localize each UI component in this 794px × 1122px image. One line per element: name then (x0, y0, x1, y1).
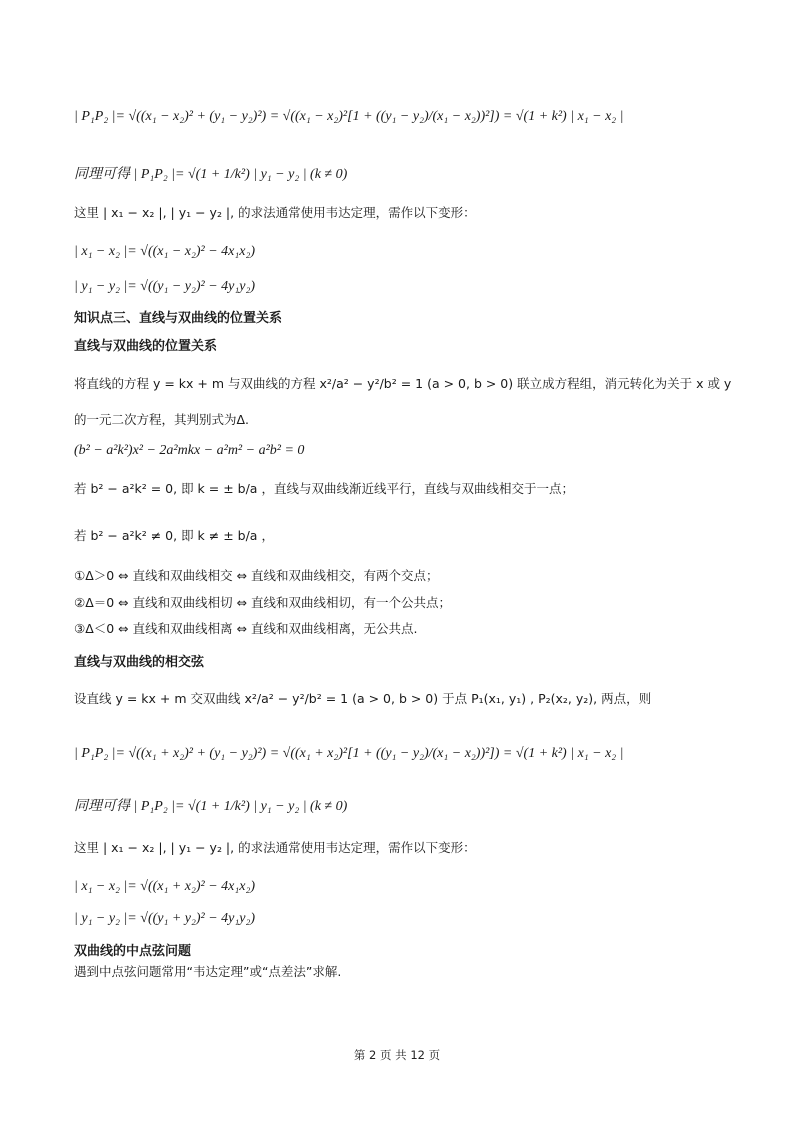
case-separate: ③Δ＜0 ⇔ 直线和双曲线相离 ⇔ 直线和双曲线相离，无公共点. (74, 621, 418, 636)
chord-length-formula-y-2: 同理可得 | P₁P₂ |= √(1 + 1/k²) | y₁ − y₂ | (k ≠ 0) (74, 799, 348, 814)
vieta-note: 这里 | x₁ − x₂ |, | y₁ − y₂ |, 的求法通常使用韦达定理，需作以下变形： (74, 205, 476, 220)
section-heading-3: 知识点三、直线与双曲线的位置关系 (74, 311, 283, 326)
chord-length-formula-y: 同理可得 | P₁P₂ |= √(1 + 1/k²) | y₁ − y₂ | (k ≠ 0) (74, 167, 348, 182)
chord-length-formula-x-2: | P₁P₂ |= √((x₁ + x₂)² + (y₁ − y₂)²) = √((x₁ + x₂)²[1 + ((y₁ − y₂)/(x₁ − x₂))²]) = √(1 + k²) | x₁ − x₂ | (74, 746, 624, 761)
case-tangent: ②Δ＝0 ⇔ 直线和双曲线相切 ⇔ 直线和双曲线相切，有一个公共点； (74, 595, 452, 610)
case-nonzero-coefficient: 若 b² − a²k² ≠ 0, 即 k ≠ ± b/a ， (74, 528, 274, 543)
y-diff-formula-2: | y₁ − y₂ |= √((y₁ + y₂)² − 4y₁y₂) (74, 911, 256, 926)
vieta-note-2: 这里 | x₁ − x₂ |, | y₁ − y₂ |, 的求法通常使用韦达定理，需作以下变形： (74, 840, 476, 855)
x-diff-formula: | x₁ − x₂ |= √((x₁ − x₂)² − 4x₁x₂) (74, 244, 256, 259)
subheading-midpoint-chord: 双曲线的中点弦问题 (74, 944, 192, 959)
subheading-intersecting-chord: 直线与双曲线的相交弦 (74, 655, 205, 670)
midpoint-chord-method: 遇到中点弦问题常用“韦达定理”或“点差法”求解. (74, 964, 342, 979)
quadratic-equation: (b² − a²k²)x² − 2a²mkx − a²m² − a²b² = 0 (74, 443, 305, 458)
subheading-position-relation: 直线与双曲线的位置关系 (74, 339, 218, 354)
y-diff-formula: | y₁ − y₂ |= √((y₁ − y₂)² − 4y₁y₂) (74, 279, 256, 294)
chord-length-formula-x: | P₁P₂ |= √((x₁ − x₂)² + (y₁ − y₂)²) = √((x₁ − x₂)²[1 + ((y₁ − y₂)/(x₁ − x₂))²]) = √(1 + k²) | x₁ − x₂ | (74, 109, 624, 124)
combine-equations-text: 将直线的方程 y = kx + m 与双曲线的方程 x²/a² − y²/b² = 1 (a > 0, b > 0) 联立成方程组，消元转化为关于 x 或 y (74, 376, 732, 391)
x-diff-formula-2: | x₁ − x₂ |= √((x₁ + x₂)² − 4x₁x₂) (74, 879, 256, 894)
chord-setup-text: 设直线 y = kx + m 交双曲线 x²/a² − y²/b² = 1 (a > 0, b > 0) 于点 P₁(x₁, y₁) , P₂(x₂, y₂), 两点，则 (74, 691, 652, 706)
discriminant-text: 的一元二次方程，其判别式为Δ. (74, 412, 250, 427)
page-footer: 第 2 页 共 12 页 (353, 1048, 441, 1062)
case-parallel-asymptote: 若 b² − a²k² = 0, 即 k = ± b/a ，直线与双曲线渐近线平行，直线与双曲线相交于一点； (74, 481, 574, 496)
case-intersect: ①Δ＞0 ⇔ 直线和双曲线相交 ⇔ 直线和双曲线相交，有两个交点； (74, 568, 439, 583)
